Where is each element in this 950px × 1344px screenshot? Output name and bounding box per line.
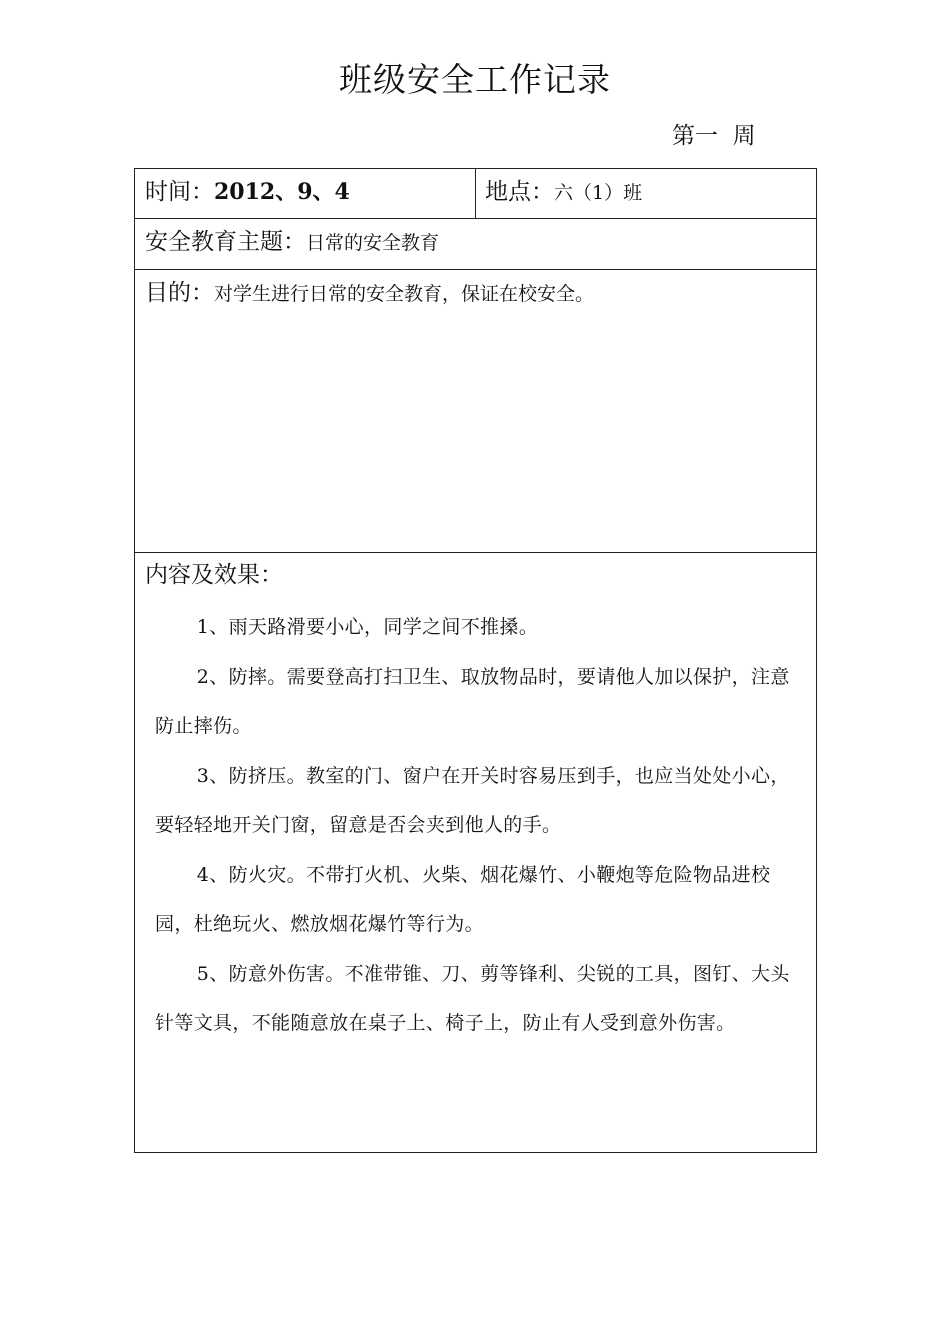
time-value: 2012、9、4	[214, 179, 350, 205]
place-label: 地点：	[485, 179, 554, 205]
content-body	[155, 603, 807, 1049]
content-cell	[145, 557, 283, 595]
cell-divider	[475, 169, 476, 219]
document-title: 班级安全工作记录	[339, 60, 611, 99]
theme-cell	[145, 224, 439, 262]
content-item: 5、防意外伤害。不准带锥、刀、剪等锋利、尖锐的工具，图钉、大头针等文具，不能随意放在桌子上、椅子上，防止有人受到意外伤害。	[155, 962, 790, 1034]
purpose-label: 目的：	[145, 280, 214, 306]
content-item: 3、防挤压。教室的门、窗户在开关时容易压到手，也应当处处小心，要轻轻地开关门窗，留意是否会夹到他人的手。	[155, 764, 790, 836]
week-label: 第一 周	[672, 123, 756, 149]
content-item: 4、防火灾。不带打火机、火柴、烟花爆竹、小鞭炮等危险物品进校园，杜绝玩火、燃放烟花爆竹等行为。	[155, 863, 771, 935]
place-cell	[485, 175, 642, 211]
theme-value: 日常的安全教育	[306, 232, 440, 254]
content-item: 1、雨天路滑要小心，同学之间不推搡。	[196, 616, 539, 638]
record-table	[134, 168, 817, 1153]
content-label: 内容及效果：	[145, 562, 283, 588]
theme-label: 安全教育主题：	[145, 229, 306, 255]
purpose-cell	[145, 275, 594, 313]
time-cell	[145, 175, 350, 211]
content-item: 2、防摔。需要登高打扫卫生、取放物品时，要请他人加以保护，注意防止摔伤。	[155, 665, 790, 737]
time-label: 时间：	[145, 179, 214, 205]
place-value: 六（1）班	[554, 182, 643, 204]
purpose-value: 对学生进行日常的安全教育，保证在校安全。	[214, 283, 595, 305]
